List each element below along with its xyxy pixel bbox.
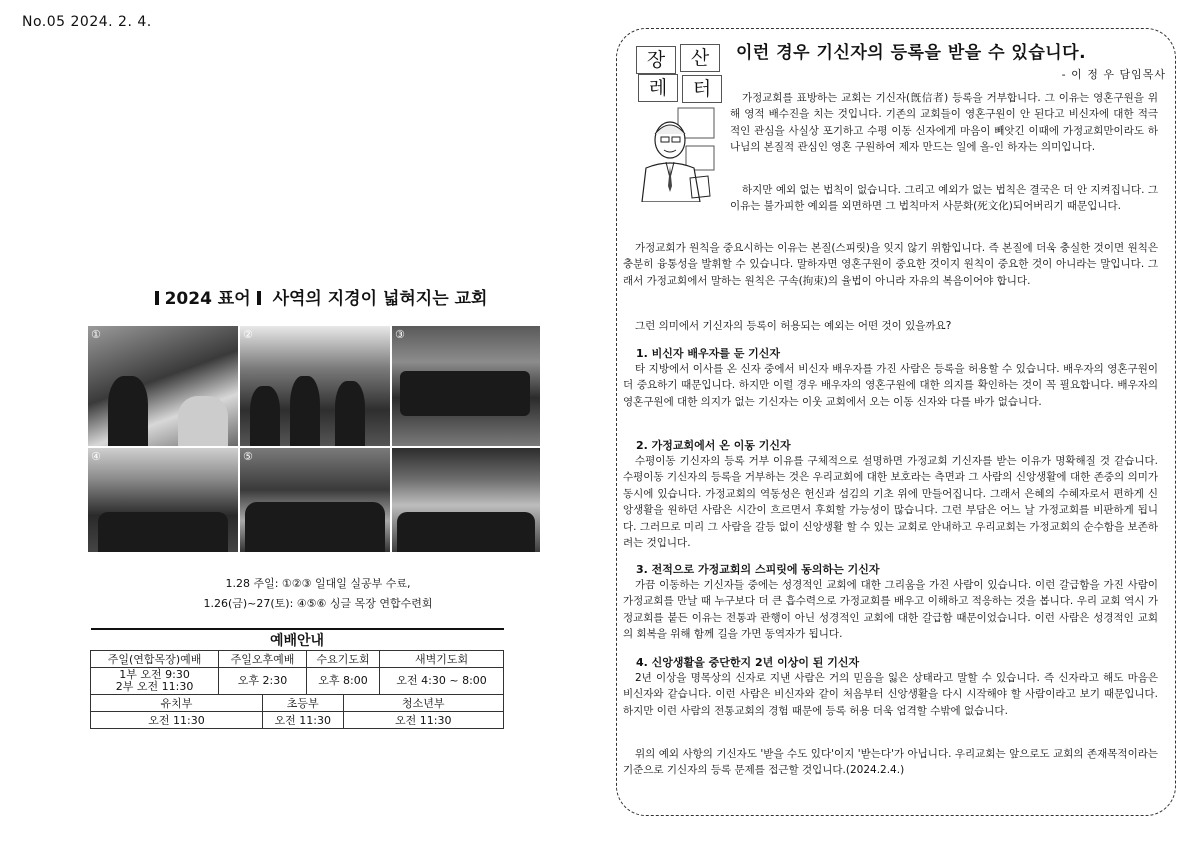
photo-gallery <box>88 326 540 554</box>
photo-1 <box>88 326 238 446</box>
worship-value: 오후 2:30 <box>219 668 307 695</box>
letter-author: - 이 정 우 담임목사 <box>1061 68 1166 81</box>
photo-number: ③ <box>395 328 405 341</box>
paragraph-5: 타 지방에서 이사를 온 신자 중에서 비신자 배우자를 가진 사람은 등록을 허용할 수 있습니다. 배우자의 영혼구원이 더 중요하기 때문입니다. 하지만 이럴 경우 배우자의 영혼구원에 대한 의지를 확인하는 것이 꼭 필요합니다. 배우자의 영혼구원에 대한 의지가 없는 기신자는 이웃 교회에서 오는 이동 신자와 다를 바가 없습니다. <box>623 363 1158 408</box>
bar-mark <box>257 291 261 305</box>
photo-4 <box>88 448 238 552</box>
worship-value: 오전 4:30 ~ 8:00 <box>380 668 504 695</box>
paragraph-2: 하지만 예외 없는 법칙이 없습니다. 그리고 예외가 없는 법칙은 결국은 더 안 지켜집니다. 그 이유는 불가피한 예외를 외면하면 그 법칙마저 사문화(死文化)되어버리기 때문입니다. <box>730 184 1158 213</box>
dept-value: 오전 11:30 <box>91 712 263 729</box>
paragraph-7: 가끔 이동하는 기신자들 중에는 성경적인 교회에 대한 그리움을 가진 사람이 있습니다. 이런 갈급함을 가진 사람이 가정교회를 만날 때 누구보다 더 큰 흡수력으로 가정교회를 배우고 이해하고 적응하는 것을 봅니다. 우리 교회 역시 가정교회를 붙든 이유는 전통과 관행이 아닌 성경적인 교회에 대한 갈급함 때문이었습니다. 이런 사람은 성경적인 교회의 회복을 위해 함께 길을 가면 동역자가 됩니다. <box>623 579 1158 641</box>
worship-schedule-table <box>90 628 504 729</box>
dept-value: 오전 11:30 <box>262 712 343 729</box>
column-badge <box>636 44 724 104</box>
dept-header: 청소년부 <box>343 695 503 712</box>
worship-header: 주일오후예배 <box>219 651 307 668</box>
dept-value: 오전 11:30 <box>343 712 503 729</box>
paragraph-8: 2년 이상을 명목상의 신자로 지낸 사람은 거의 믿음을 잃은 상태라고 말할 수 있습니다. 즉 신자라고 해도 마음은 비신자와 같습니다. 이런 사람은 비신자와 같이 처음부터 신앙생활을 다시 시작해야 할 사람이라고 보기 때문입니다. 하지만 이런 사람의 전통교회의 경험 때문에 등록 허용 더욱 엄격할 수밖에 없습니다. <box>623 672 1158 717</box>
section-heading-1: 1. 비신자 배우자를 둔 기신자 <box>636 347 781 360</box>
motto-text: 사역의 지경이 넓혀지는 교회 <box>272 289 488 309</box>
photo-number: ⑤ <box>243 450 253 463</box>
badge-char: 산 <box>680 44 720 72</box>
paragraph-1: 가정교회를 표방하는 교회는 기신자(旣信者) 등록을 거부합니다. 그 이유는 영혼구원을 위해 영적 배수진을 치는 것입니다. 기존의 교회들이 영혼구원이 안 된다고 비신자에 대한 적극적인 관심을 사실상 포기하고 수평 이동 신자에게 마음이 빼앗긴 이때에 가정교회만이라도 하나님의 본질적 관심인 영혼 구원하여 제자 만드는 일에 올-인 하자는 의미입니다. <box>730 92 1158 154</box>
worship-title: 예배안내 <box>91 629 504 651</box>
bar-mark <box>155 291 159 305</box>
caption-line-1: 1.28 주일: ①②③ 일대일 실공부 수료, <box>225 577 411 590</box>
dept-header: 유치부 <box>91 695 263 712</box>
worship-header: 주일(연합목장)예배 <box>91 651 219 668</box>
photo-number: ② <box>243 328 253 341</box>
worship-value: 1부 오전 9:30 2부 오전 11:30 <box>91 668 219 695</box>
section-heading-4: 4. 신앙생활을 중단한지 2년 이상이 된 기신자 <box>636 656 860 669</box>
photo-number: ① <box>91 328 101 341</box>
photo-3 <box>392 326 540 446</box>
worship-header: 새벽기도회 <box>380 651 504 668</box>
photo-5 <box>240 448 390 552</box>
photo-6 <box>392 448 540 552</box>
motto-prefix: 2024 표어 <box>164 289 251 309</box>
pastor-portrait-illustration <box>630 106 716 202</box>
badge-char: 터 <box>682 75 722 103</box>
section-heading-3: 3. 전적으로 가정교회의 스피릿에 동의하는 기신자 <box>636 563 880 576</box>
paragraph-3: 가정교회가 원칙을 중요시하는 이유는 본질(스피릿)을 잊지 않기 위함입니다. 즉 본질에 더욱 충실한 것이면 원칙은 충분히 융통성을 발휘할 수 있습니다. 말하자면 영혼구원이 중요한 것이지 원칙이 중요한 것이 아니라는 말입니다. 그래서 가정교회에서 말하는 원칙은 구속(拘束)의 율법이 아니라 자유의 복음이어야 합니다. <box>623 242 1158 287</box>
paragraph-4: 그런 의미에서 기신자의 등록이 허용되는 예외는 어떤 것이 있을까요? <box>635 320 952 332</box>
photo-number: ④ <box>91 450 101 463</box>
photo-2 <box>240 326 390 446</box>
badge-char: 장 <box>636 46 676 74</box>
caption-line-2: 1.26(금)~27(토): ④⑤⑥ 싱글 목장 연합수련회 <box>203 597 433 610</box>
motto-heading <box>88 284 548 309</box>
photo-caption <box>88 574 548 614</box>
paragraph-6: 수평이동 기신자의 등록 거부 이유를 구체적으로 설명하면 가정교회 기신자를 받는 이유가 명확해질 것 같습니다. 수평이동 기신자의 등록을 거부하는 것은 우리교회에 대한 보호라는 측면과 그 사람의 신앙생활에 대한 존중의 의미가 동시에 있습니다. 가정교회의 역동성은 헌신과 섬김의 기초 위에 만들어집니다. 그래서 은혜의 수혜자로서 편하게 신앙생활을 원하던 사람은 시간이 흐르면서 후회할 가능성이 많습니다. 그런 부담은 어느 날 가정교회를 비판하게 됩니다. 그러므로 미리 그 사람을 갈등 없이 신앙생활 할 수 있는 교회로 안내하고 우리교회는 가정교회의 순수함을 보존하려는 것입니다. <box>623 455 1158 550</box>
worship-value: 오후 8:00 <box>306 668 379 695</box>
section-heading-2: 2. 가정교회에서 온 이동 기신자 <box>636 439 791 452</box>
paragraph-9: 위의 예외 사항의 기신자도 '받을 수도 있다'이지 '받는다'가 아닙니다. 우리교회는 앞으로도 교회의 존재목적이라는 기준으로 기신자의 등록 문제를 접근할 것입니다.(2024.2.4.) <box>623 748 1158 777</box>
worship-header: 수요기도회 <box>306 651 379 668</box>
badge-char: 레 <box>638 74 678 102</box>
dept-header: 초등부 <box>262 695 343 712</box>
letter-title: 이런 경우 기신자의 등록을 받을 수 있습니다. <box>736 43 1087 63</box>
issue-date: No.05 2024. 2. 4. <box>22 14 152 30</box>
